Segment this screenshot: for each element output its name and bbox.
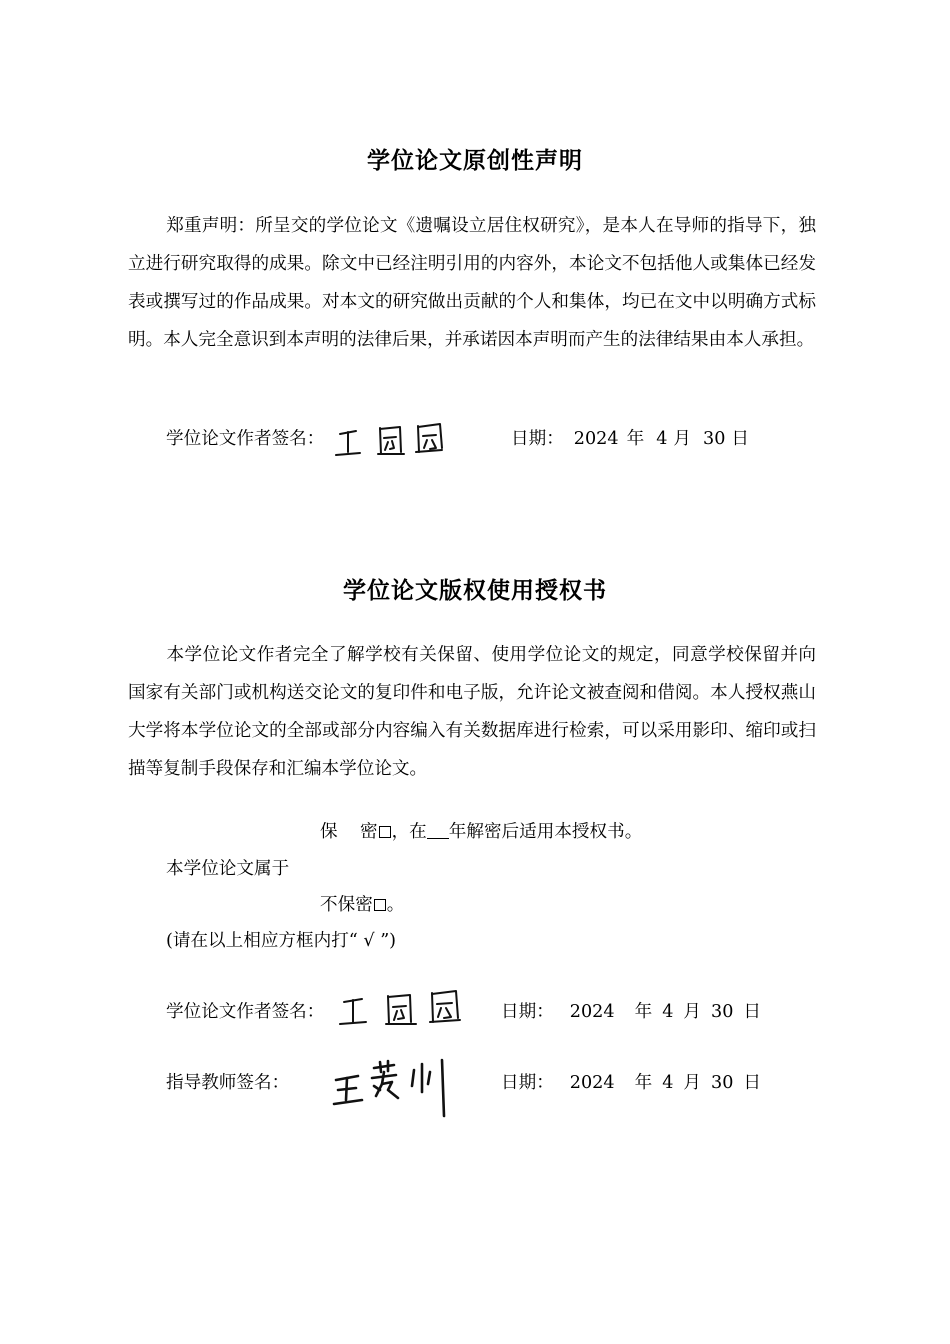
originality-body (128, 207, 816, 359)
not-secret-option (320, 893, 404, 917)
date-day: 30 (711, 1002, 734, 1022)
date-year: 2024 (569, 1073, 615, 1093)
date-year: 2024 (573, 429, 619, 449)
date-label: 日期： (501, 1073, 554, 1093)
originality-body-text: 郑重声明：所呈交的学位论文《遗嘱设立居住权研究》，是本人在导师的指导下，独立进行研究取得的成果。除文中已经注明引用的内容外，本论文不包括他人或集体已经发表或撰写过的作品成果。对本文的研究做出贡献的个人和集体，均已在文中以明确方式标明。本人完全意识到本声明的法律后果，并承诺因本声明而产生的法律结果由本人承担。 (128, 216, 816, 350)
declaration-author-signature-label: 学位论文作者签名： (166, 429, 325, 449)
date-day-unit: 日 (731, 429, 749, 449)
secret-label: 保 密 (320, 822, 378, 842)
authorization-body-text: 本学位论文作者完全了解学校有关保留、使用学位论文的规定，同意学校保留并向国家有关部门或机构送交论文的复印件和电子版，允许论文被查阅和借阅。本人授权燕山大学将本学位论文的全部或部分内容编入有关数据库进行检索，可以采用影印、缩印或扫描等复制手段保存和汇编本学位论文。 (128, 645, 816, 779)
date-year: 2024 (569, 1002, 615, 1022)
secret-suffix-b: 年解密后适用本授权书。 (448, 822, 643, 842)
declaration-date (511, 427, 749, 451)
authorization-author-signature-label: 学位论文作者签名： (166, 1002, 325, 1022)
date-year-unit: 年 (634, 1002, 653, 1022)
not-secret-label: 不保密 (320, 895, 373, 915)
secret-option (320, 820, 642, 844)
author-signature-2 (332, 984, 467, 1032)
date-day: 30 (703, 429, 726, 449)
date-month: 4 (662, 1002, 674, 1022)
date-label: 日期： (511, 429, 564, 449)
date-day-unit: 日 (743, 1073, 761, 1093)
belongs-label: 本学位论文属于 (166, 859, 290, 879)
authorization-body (128, 636, 816, 788)
declassify-years-blank[interactable] (427, 822, 449, 839)
date-year-unit: 年 (634, 1073, 653, 1093)
advisor-signature-label: 指导教师签名： (166, 1073, 290, 1093)
secret-checkbox[interactable] (379, 826, 391, 838)
date-month: 4 (656, 429, 668, 449)
checkbox-instruction: (请在以上相应方框内打“ √ ”) (166, 931, 397, 951)
authorization-title: 学位论文版权使用授权书 (343, 578, 607, 604)
authorization-author-date (501, 1000, 761, 1024)
date-label: 日期： (501, 1002, 554, 1022)
advisor-date (501, 1071, 761, 1095)
date-month-unit: 月 (673, 429, 691, 449)
not-secret-checkbox[interactable] (374, 899, 386, 911)
date-day: 30 (711, 1073, 734, 1093)
date-month: 4 (662, 1073, 674, 1093)
date-month-unit: 月 (683, 1073, 701, 1093)
originality-title: 学位论文原创性声明 (367, 148, 583, 174)
date-month-unit: 月 (683, 1002, 701, 1022)
author-signature-1 (330, 418, 450, 462)
date-day-unit: 日 (743, 1002, 761, 1022)
advisor-signature (330, 1056, 455, 1122)
secret-suffix-a: ，在 (391, 822, 427, 842)
date-year-unit: 年 (626, 429, 645, 449)
not-secret-suffix: 。 (386, 895, 405, 915)
